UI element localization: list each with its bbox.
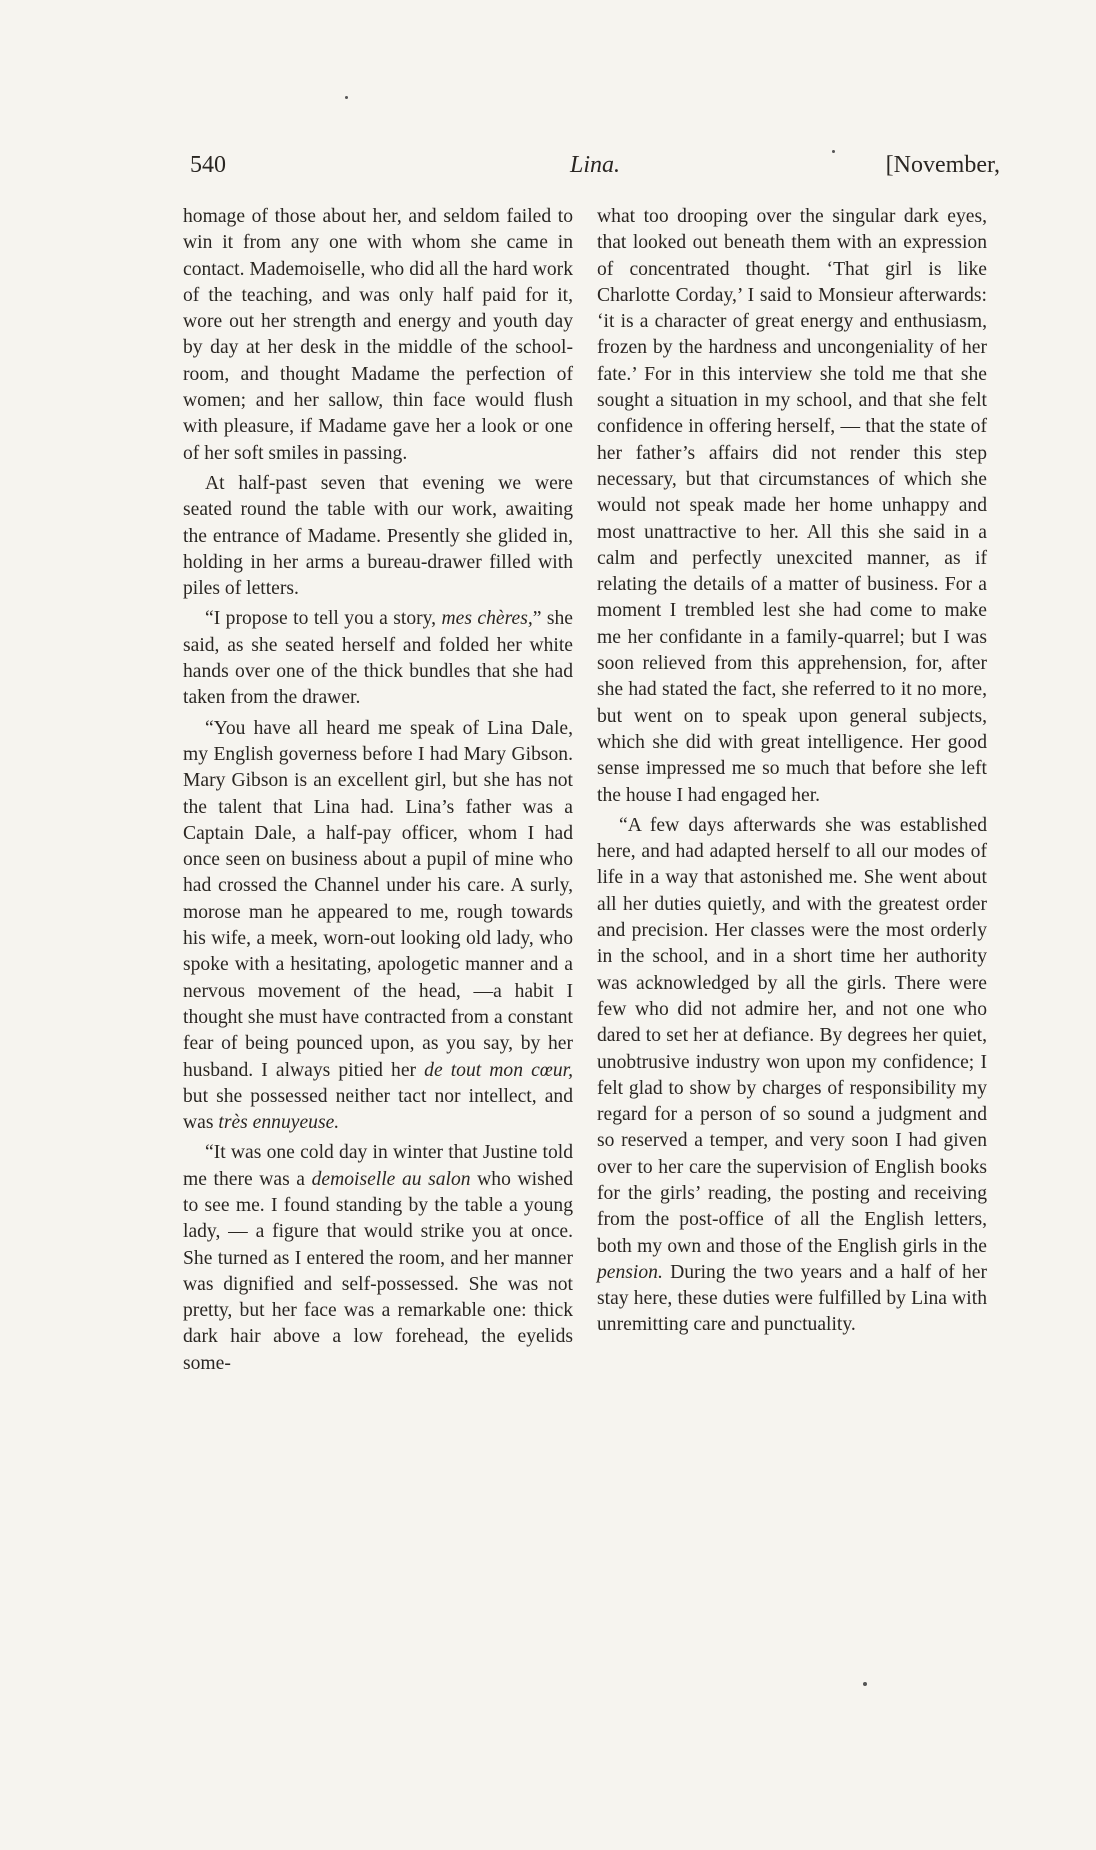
running-header	[190, 152, 1000, 192]
paragraph: “It was one cold day in winter that Justine told me there was a demoiselle au salon who wished to see me. I found standing by the table a young lady, — a figure that would strike you at once. She turned as I entered the room, and her manner was dignified and self-possessed. She was not pretty, but her face was a remarkable one: thick dark hair above a low forehead, the eyelids some-	[183, 1142, 573, 1374]
paragraph: what too drooping over the singular dark eyes, that looked out beneath them with an expression of concentrated thought. ‘That girl is like Charlotte Corday,’ I said to Monsieur afterwards: ‘it is a character of great energy and enthusiasm, frozen by the hardness and uncongeniality of her fate.’ For in this interview she told me that she sought a situation in my school, and that she felt confidence in offering herself, — that the state of her father’s affairs did not render this step necessary, but that circumstances of which she would not speak made her home unhappy and most unattractive to her. All this she said in a calm and perfectly unexcited manner, as if relating the details of a matter of business. For a moment I trembled lest she had come to make me her confidante in a family-quarrel; but I was soon relieved from this apprehension, for, after she had stated the fact, she referred to it no more, but went on to speak upon general subjects, which she did with great intelligence. Her good sense impressed me so much that before she left the house I had engaged her.	[597, 206, 987, 806]
page-number: 540	[190, 152, 226, 178]
print-speck	[345, 96, 348, 99]
left-column	[183, 204, 573, 1377]
paragraph: At half-past seven that evening we were seated round the table with our work, awaiting the entrance of Madame. Presently she glided in, holding in her arms a bureau-drawer filled with piles of letters.	[183, 472, 573, 600]
right-column	[597, 204, 987, 1339]
print-speck	[832, 150, 835, 153]
paragraph: “A few days afterwards she was established here, and had adapted herself to all our modes of life in a way that astonished me. She went about all her duties quietly, and with the greatest order and precision. Her classes were the most orderly in the school, and in a short time her authority was acknowledged by all the girls. There were few who did not admire her, and not one who dared to set her at defiance. By degrees her quiet, unobtrusive industry won upon my confidence; I felt glad to show by charges of responsibility my regard for a person of so sound a judgment and so reserved a temper, and very soon I had given over to her care the supervision of English books for the girls’ reading, the posting and receiving from the post-office of all the English letters, both my own and those of the English girls in the pension. During the two years and a half of her stay here, these duties were fulfilled by Lina with unremitting care and punctuality.	[597, 814, 987, 1336]
running-section: [November,	[885, 152, 1000, 178]
paragraph: homage of those about her, and seldom failed to win it from any one with whom she came in contact. Mademoiselle, who did all the hard work of the teaching, and was only half paid for it, wore out her strength and energy and youth day by day at her desk in the middle of the school-room, and thought Madame the perfection of women; and her sallow, thin face would flush with pleasure, if Madame gave her a look or one of her soft smiles in passing.	[183, 206, 573, 464]
paragraph: “I propose to tell you a story, mes chères,” she said, as she seated herself and folded her white hands over one of the thick bundles that she had taken from the drawer.	[183, 608, 574, 709]
running-title: Lina.	[569, 152, 620, 178]
paragraph: “You have all heard me speak of Lina Dale, my English governess before I had Mary Gibson. Mary Gibson is an excellent girl, but she has not the talent that Lina had. Lina’s father was a Captain Dale, a half-pay officer, whom I had once seen on business about a pupil of mine who had crossed the Channel under his care. A surly, morose man he appeared to me, rough towards his wife, a meek, worn-out looking old lady, who spoke with a hesitating, apologetic manner and a nervous movement of the head, —a habit I thought she must have contracted from a constant fear of being pounced upon, as you say, by her husband. I always pitied her de tout mon cœur, but she possessed neither tact nor intellect, and was très ennuyeuse.	[183, 717, 573, 1134]
print-speck	[863, 1682, 867, 1686]
